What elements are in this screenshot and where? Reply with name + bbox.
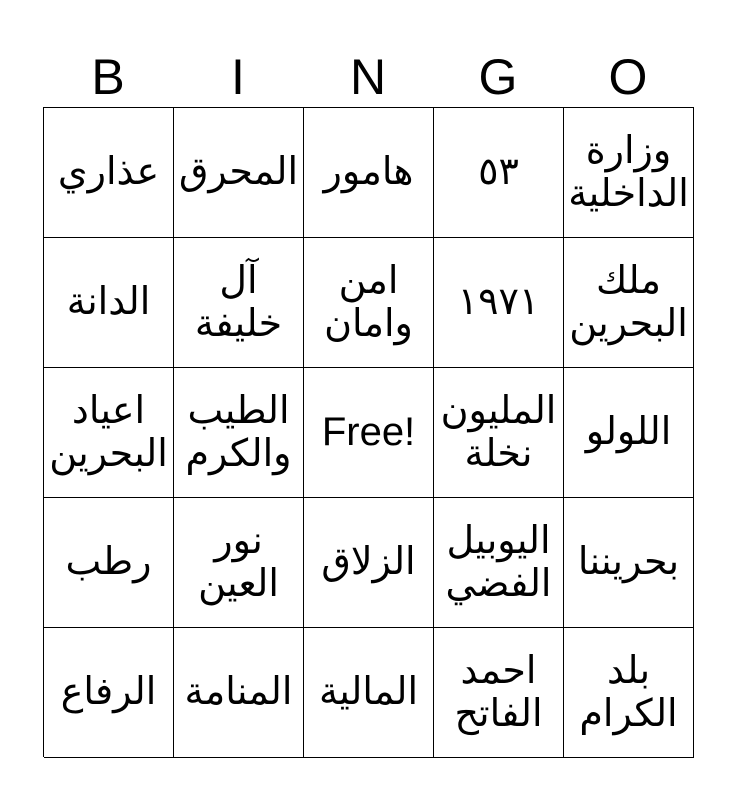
header-letter-o: O [608, 49, 648, 105]
header-letter-g: G [478, 49, 518, 105]
cell-label: نور العين [198, 519, 279, 605]
cell-label: ٥٣ [478, 151, 519, 194]
header-letter-n: N [349, 49, 387, 105]
cell-label: اعياد البحرين [49, 389, 168, 475]
bingo-cell-r1-g[interactable] [434, 108, 564, 238]
cell-label: هامور [323, 151, 414, 194]
bingo-cell-r4-o[interactable] [564, 498, 694, 628]
cell-label: بلد الكرام [579, 649, 678, 735]
cell-label: الدانة [66, 281, 151, 324]
bingo-cell-r1-i[interactable] [174, 108, 304, 238]
cell-label: الزلاق [321, 541, 416, 584]
bingo-cell-r3-o[interactable] [564, 368, 694, 498]
bingo-cell-r1-o[interactable] [564, 108, 694, 238]
cell-label: المنامة [184, 671, 293, 714]
cell-label: الطيب والكرم [185, 389, 292, 475]
cell-label: رطب [65, 541, 152, 584]
cell-label: اليوبيل الفضي [445, 519, 552, 605]
cell-label: ملك البحرين [569, 259, 688, 345]
header-letter-i: I [231, 49, 245, 105]
cell-label: المحرق [178, 151, 299, 194]
bingo-cell-r2-b[interactable] [44, 238, 174, 368]
bingo-cell-r5-n[interactable] [304, 628, 434, 758]
bingo-cell-r4-i[interactable] [174, 498, 304, 628]
bingo-cell-r5-g[interactable] [434, 628, 564, 758]
bingo-cell-r2-o[interactable] [564, 238, 694, 368]
bingo-cell-r3-g[interactable] [434, 368, 564, 498]
bingo-cell-r2-i[interactable] [174, 238, 304, 368]
bingo-cell-r3-b[interactable] [44, 368, 174, 498]
cell-label: بحريننا [577, 541, 680, 584]
cell-label: احمد الفاتح [454, 649, 543, 735]
bingo-cell-r4-n[interactable] [304, 498, 434, 628]
cell-label: اللولو [585, 411, 672, 454]
bingo-cell-r4-b[interactable] [44, 498, 174, 628]
bingo-cell-r5-i[interactable] [174, 628, 304, 758]
cell-label: المليون نخلة [440, 389, 557, 475]
cell-label: الرفاع [60, 671, 157, 714]
header-letter-b: B [91, 49, 125, 105]
cell-label: امن وامان [324, 259, 413, 345]
free-space-label: Free! [321, 410, 416, 455]
cell-label: عذاري [57, 151, 160, 194]
bingo-cell-r2-g[interactable] [434, 238, 564, 368]
bingo-board [43, 107, 694, 757]
cell-label: ١٩٧١ [457, 281, 540, 324]
cell-label: المالية [318, 671, 419, 714]
bingo-cell-free-space[interactable] [304, 368, 434, 498]
bingo-cell-r1-n[interactable] [304, 108, 434, 238]
cell-label: آل خليفة [194, 259, 283, 345]
bingo-cell-r5-b[interactable] [44, 628, 174, 758]
bingo-cell-r5-o[interactable] [564, 628, 694, 758]
bingo-cell-r4-g[interactable] [434, 498, 564, 628]
bingo-cell-r2-n[interactable] [304, 238, 434, 368]
bingo-cell-r3-i[interactable] [174, 368, 304, 498]
bingo-header [43, 48, 693, 106]
cell-label: وزارة الداخلية [568, 129, 689, 215]
bingo-cell-r1-b[interactable] [44, 108, 174, 238]
